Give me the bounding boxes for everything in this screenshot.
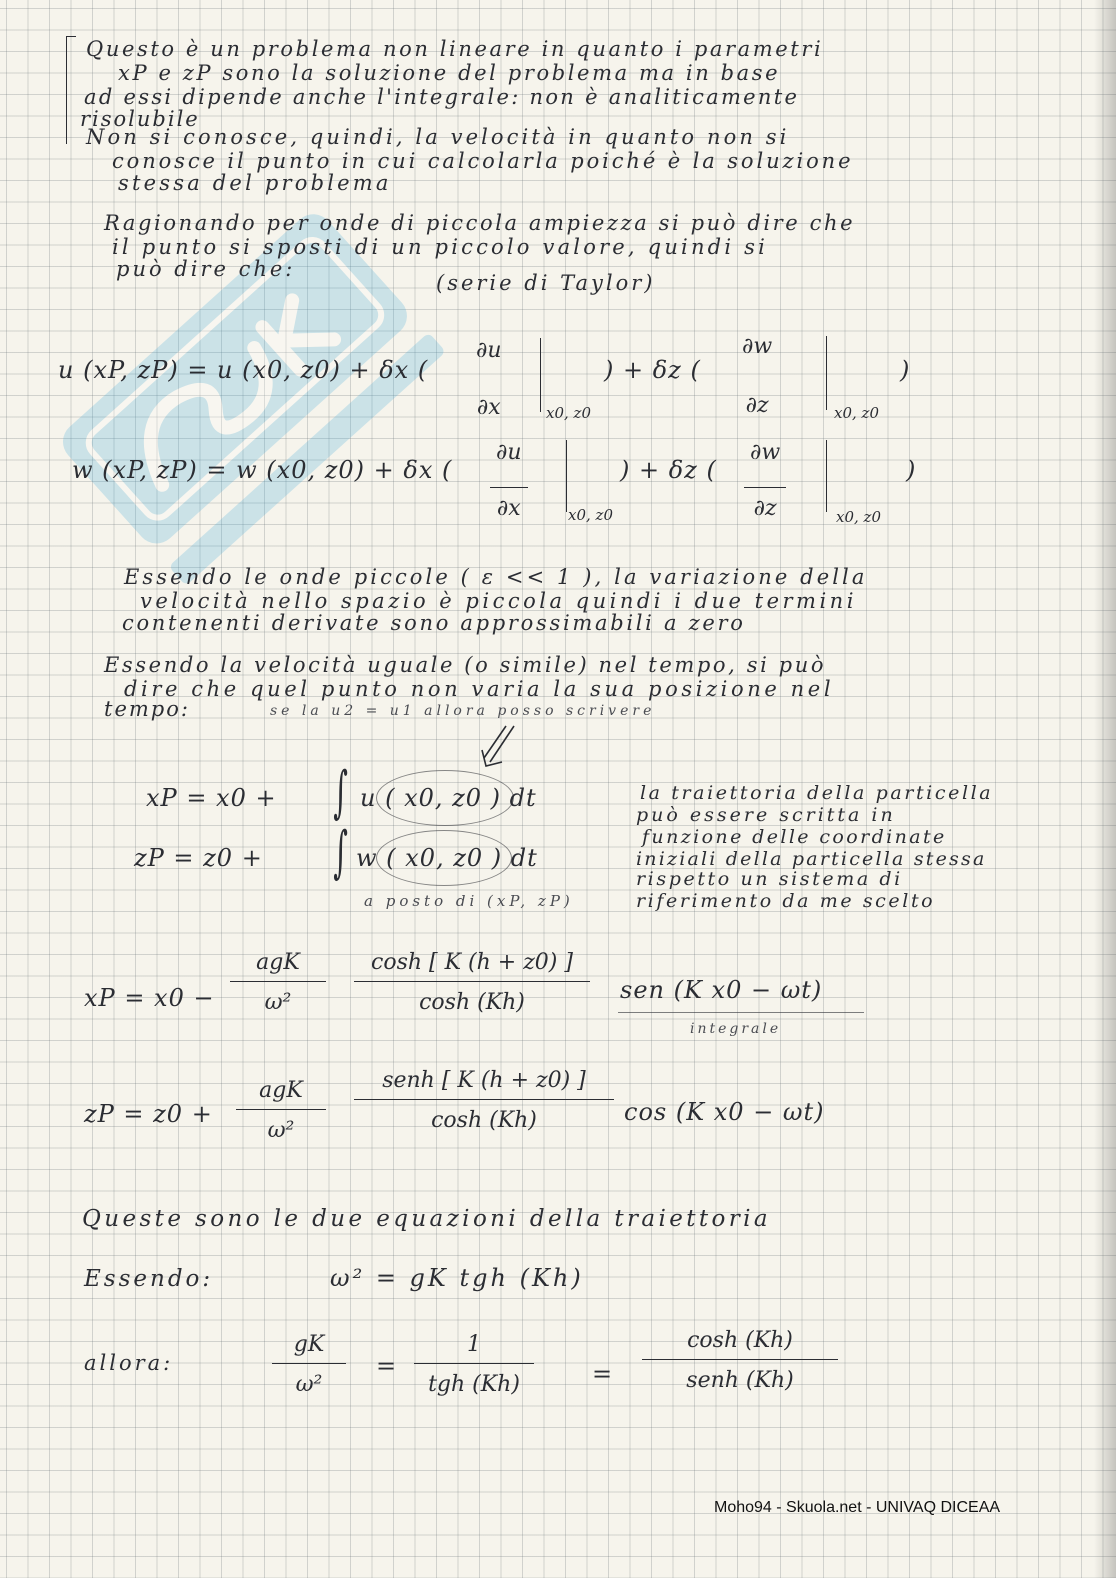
handwritten-note: a posto di (xP, zP)	[364, 892, 574, 910]
traj-x-hyperbolic-ratio	[354, 950, 590, 1015]
numerator: ∂u	[490, 440, 528, 488]
integral-sign-icon: ∫	[333, 820, 348, 885]
paragraph-line: stessa del problema	[118, 171, 392, 195]
denominator: cosh (Kh)	[431, 1108, 537, 1133]
down-arrow-icon	[470, 722, 530, 772]
evaluation-bar	[540, 338, 541, 412]
evaluation-point: x0, z0	[568, 506, 613, 524]
ratio-cosh-over-senh	[642, 1328, 838, 1393]
traj-z-lhs: zP = z0 +	[84, 1100, 213, 1128]
taylor-u-derivative-dw-dz	[736, 334, 778, 418]
denominator: ∂z	[753, 496, 777, 521]
integral-z-lhs: zP = z0 +	[134, 844, 263, 872]
numerator: senh [ K (h + z0) ]	[354, 1068, 614, 1100]
denominator: cosh (Kh)	[419, 990, 525, 1015]
traj-z-hyperbolic-ratio	[354, 1068, 614, 1133]
paragraph-line: xP e zP sono la soluzione del problema ma in base	[118, 61, 781, 85]
taylor-w-derivative-dw-dz	[744, 440, 786, 521]
evaluation-point: x0, z0	[836, 508, 881, 526]
taylor-w-close: )	[906, 456, 917, 484]
evaluation-bar	[826, 440, 827, 512]
denominator: tgh (Kh)	[428, 1372, 520, 1397]
traj-x-rhs: sen (K x0 − ωt)	[620, 976, 823, 1004]
side-note-line: iniziali della particella stessa	[636, 848, 987, 870]
taylor-u-close: )	[900, 356, 911, 384]
paragraph-line: il punto si sposti di un piccolo valore, quindi si	[112, 235, 769, 259]
paragraph-line: dire che quel punto non varia la sua posizione nel	[124, 677, 835, 701]
side-note-line: rispetto un sistema di	[636, 868, 903, 890]
denominator: senh (Kh)	[686, 1368, 794, 1393]
taylor-note: (serie di Taylor)	[436, 271, 656, 295]
denominator: ω²	[295, 1372, 323, 1397]
equals-sign: =	[592, 1360, 614, 1388]
integral-sign-icon: ∫	[333, 760, 348, 825]
margin-bracket	[66, 36, 67, 144]
evaluation-point: x0, z0	[834, 404, 879, 422]
allora-label: allora:	[84, 1351, 174, 1375]
circled-argument	[376, 830, 512, 886]
paragraph-line: tempo:	[104, 697, 190, 721]
denominator: ∂z	[745, 393, 769, 418]
denominator: ω²	[264, 990, 292, 1015]
ratio-gk-over-omega2	[272, 1332, 346, 1397]
underline-stroke	[618, 1012, 864, 1013]
numerator: agK	[230, 950, 326, 982]
taylor-w-derivative-du-dx	[490, 440, 528, 521]
numerator: cosh (Kh)	[642, 1328, 838, 1360]
circled-argument	[376, 770, 514, 826]
numerator: 1	[414, 1332, 534, 1364]
paragraph-line: conosce il punto in cui calcolarla poiché è la soluzione	[112, 149, 854, 173]
denominator: ω²	[267, 1118, 295, 1143]
handwritten-note: se la u2 = u1 allora posso scrivere	[270, 703, 656, 719]
evaluation-bar	[566, 440, 567, 512]
traj-z-coefficient	[236, 1078, 326, 1143]
denominator: ∂x	[476, 395, 501, 420]
paragraph-line: risolubile	[80, 107, 200, 131]
integral-note: integrale	[690, 1021, 782, 1037]
numerator: gK	[272, 1332, 346, 1364]
integral-z-integrand: w ( x0, z0 ) dt	[356, 844, 538, 872]
taylor-u-mid: ) + δz (	[604, 356, 701, 384]
evaluation-point: x0, z0	[546, 404, 591, 422]
integral-x-lhs: xP = x0 +	[146, 784, 277, 812]
taylor-u-lhs: u (xP, zP) = u (x0, z0) + δx (	[58, 356, 429, 384]
numerator: ∂u	[476, 338, 502, 363]
traj-z-rhs: cos (K x0 − ωt)	[624, 1098, 825, 1126]
taylor-u-derivative-du-dx	[470, 338, 508, 420]
taylor-w-lhs: w (xP, zP) = w (x0, z0) + δx (	[72, 456, 453, 484]
side-note-line: riferimento da me scelto	[636, 890, 936, 912]
integral-x-integrand: u ( x0, z0 ) dt	[360, 784, 537, 812]
paragraph-line: Ragionando per onde di piccola ampiezza si può dire che	[104, 211, 856, 235]
numerator: cosh [ K (h + z0) ]	[354, 950, 590, 982]
side-note-line: può essere scritta in	[636, 804, 896, 826]
paragraph-line: Essendo la velocità uguale (o simile) nel tempo, si può	[104, 653, 827, 677]
paragraph-line: Essendo le onde piccole ( ε << 1 ), la variazione della	[124, 565, 868, 589]
essendo-label: Essendo:	[84, 1266, 214, 1292]
side-note-line: la traiettoria della particella	[640, 782, 994, 804]
evaluation-bar	[826, 336, 827, 410]
numerator: ∂w	[742, 334, 773, 359]
paragraph-line: Questo è un problema non lineare in quanto i parametri	[86, 37, 824, 61]
numerator: ∂w	[744, 440, 786, 488]
traj-x-coefficient	[230, 950, 326, 1015]
dispersion-relation: ω² = gK tgh (Kh)	[330, 1264, 584, 1292]
ratio-one-over-tgh	[414, 1332, 534, 1397]
paragraph-line: può dire che:	[116, 257, 296, 281]
side-note-line: funzione delle coordinate	[642, 826, 947, 848]
paragraph-line: ad essi dipende anche l'integrale: non è analiticamente	[84, 85, 800, 109]
traj-x-lhs: xP = x0 −	[84, 984, 215, 1012]
taylor-w-mid: ) + δz (	[620, 456, 717, 484]
paragraph-line: contenenti derivate sono approssimabili a zero	[122, 611, 746, 635]
margin-bracket-tick	[66, 36, 76, 37]
conclusion-line: Queste sono le due equazioni della traiettoria	[82, 1206, 772, 1232]
numerator: agK	[236, 1078, 326, 1110]
notebook-binding-edge	[1094, 0, 1116, 1578]
paragraph-line: Non si conosce, quindi, la velocità in quanto non si	[86, 125, 790, 149]
equals-sign: =	[376, 1352, 398, 1380]
footer-credit: Moho94 - Skuola.net - UNIVAQ DICEAA	[714, 1499, 1001, 1516]
paragraph-line: velocità nello spazio è piccola quindi i due termini	[140, 589, 857, 613]
denominator: ∂x	[496, 496, 521, 521]
